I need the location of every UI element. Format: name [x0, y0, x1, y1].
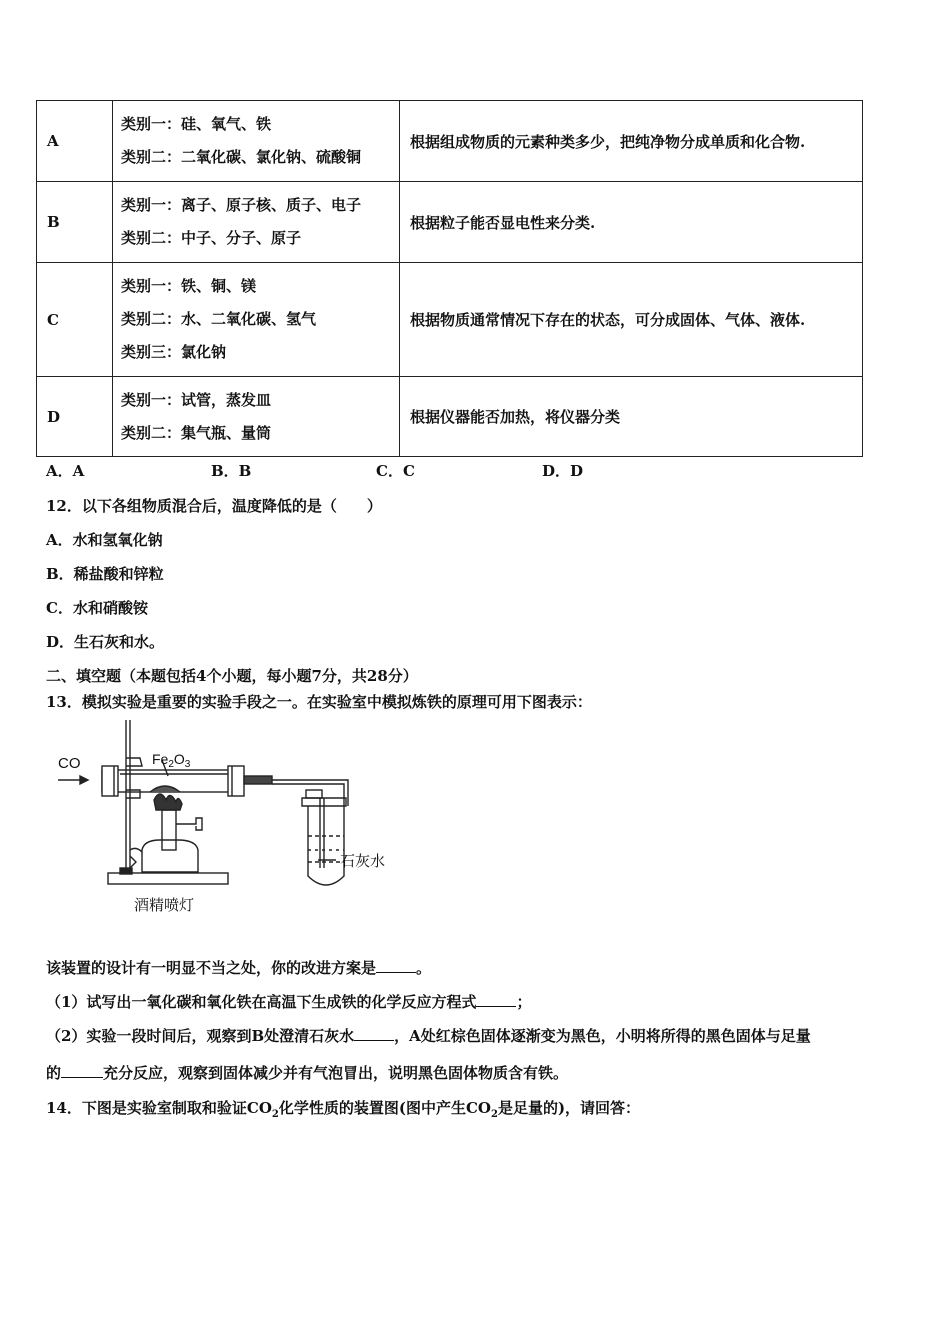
q13-stem: 13．模拟实验是重要的实验手段之一。在实验室中模拟炼铁的原理可用下图表示： [46, 693, 592, 711]
q12-option-c[interactable]: C．水和硝酸铵 [46, 599, 148, 617]
q13-improvement: 该装置的设计有一明显不当之处，你的改进方案是 。 [46, 959, 432, 977]
answer-blank[interactable] [476, 992, 516, 1007]
answer-blank[interactable] [61, 1063, 103, 1078]
lamp-label: 酒精喷灯 [134, 896, 195, 914]
category-line: 类别二：集气瓶、量筒 [121, 423, 272, 442]
alcohol-lamp-body [142, 840, 198, 872]
answer-blank[interactable] [354, 1026, 394, 1041]
row-key: B [37, 182, 113, 263]
limewater-label: 石灰水 [340, 852, 386, 870]
q12-option-a[interactable]: A．水和氢氧化钠 [46, 531, 163, 549]
option-d[interactable]: D．D [542, 462, 584, 480]
category-line: 类别三：氯化钠 [121, 343, 227, 361]
category-line: 类别二：中子、分子、原子 [121, 229, 302, 247]
option-b[interactable]: B．B [211, 462, 252, 480]
q12-stem: 12．以下各组物质混合后，温度降低的是（ ） [46, 497, 382, 515]
q13-part2-cont: 的 充分反应，观察到固体减少并有气泡冒出，说明黑色固体物质含有铁。 [46, 1064, 569, 1082]
q13-part1: （1）试写出一氧化碳和氧化铁在高温下生成铁的化学反应方程式 ； [46, 993, 532, 1011]
row-key: A [37, 101, 113, 182]
classification-table [36, 100, 863, 457]
table-row [37, 182, 863, 263]
category-line: 类别一：离子、原子核、质子、电子 [121, 196, 362, 214]
category-line: 类别一：硅、氧气、铁 [121, 115, 272, 133]
lamp-valve [176, 818, 202, 830]
q12-option-b[interactable]: B．稀盐酸和锌粒 [46, 565, 164, 583]
q12-option-d[interactable]: D．生石灰和水。 [46, 633, 165, 651]
flame [154, 794, 182, 810]
table-row [37, 263, 863, 377]
stand-foot [120, 868, 132, 874]
fe2o3-powder [150, 786, 180, 792]
co-label: CO [58, 755, 81, 772]
row-categories [113, 263, 400, 377]
fe2o3-label: $Fe_2O_3$ [152, 751, 191, 770]
row-key: C [37, 263, 113, 377]
lamp-neck [162, 810, 176, 850]
category-line: 类别二：水、二氧化碳、氢气 [121, 310, 317, 328]
row-basis: 根据物质通常情况下存在的状态，可分成固体、气体、液体. [400, 263, 863, 377]
outlet-stopper [244, 776, 272, 784]
row-key: D [37, 377, 113, 457]
row-categories [113, 182, 400, 263]
tube-stopper [306, 790, 322, 798]
row-basis: 根据仪器能否加热，将仪器分类 [400, 377, 863, 457]
row-basis: 根据组成物质的元素种类多少，把纯净物分成单质和化合物. [400, 101, 863, 182]
category-line: 类别一：试管，蒸发皿 [121, 390, 272, 409]
category-line: 类别二：二氧化碳、氯化钠、硫酸铜 [121, 148, 362, 166]
table-row [37, 377, 863, 457]
row-categories [113, 377, 400, 457]
iron-smelting-apparatus [50, 718, 410, 923]
table-row [37, 101, 863, 182]
test-tube [308, 806, 344, 885]
tube-clamp [126, 758, 142, 766]
q13-part2: （2）实验一段时间后，观察到B处澄清石灰水 ，A处红棕色固体逐渐变为黑色，小明将所得的黑色固体与足量 [46, 1027, 811, 1045]
row-basis: 根据粒子能否显电性来分类. [400, 182, 863, 263]
category-line: 类别一：铁、铜、镁 [121, 277, 257, 295]
option-c[interactable]: C．C [376, 462, 415, 480]
answer-blank[interactable] [376, 958, 416, 973]
q14-stem: 14．下图是实验室制取和验证$CO_2$化学性质的装置图(图中产生$CO_2$是足量的)，请回答： [46, 1099, 641, 1120]
option-a[interactable]: A．A [46, 462, 85, 480]
row-categories [113, 101, 400, 182]
section-heading: 二、填空题（本题包括4个小题，每小题7分，共28分） [46, 667, 418, 685]
